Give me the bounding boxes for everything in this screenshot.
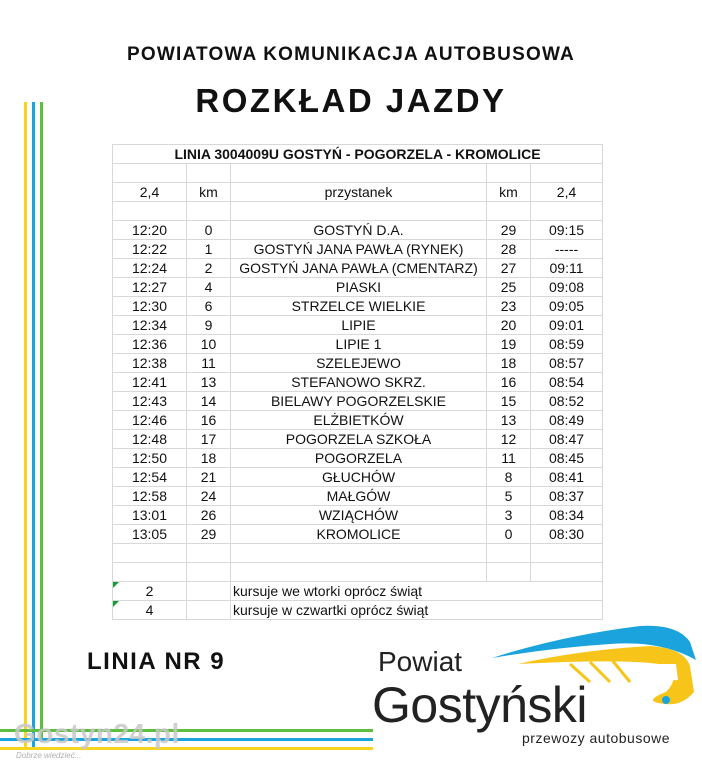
col-header-km-return: km	[487, 183, 531, 202]
km-return: 18	[487, 354, 531, 373]
km-return: 27	[487, 259, 531, 278]
stop-name: PIASKI	[231, 278, 487, 297]
km-out: 18	[187, 449, 231, 468]
stop-name: WZIĄCHÓW	[231, 506, 487, 525]
stripe-green	[40, 102, 43, 742]
page-title: ROZKŁAD JAZDY	[195, 82, 507, 119]
departure-time: 12:38	[113, 354, 187, 373]
line-title-row	[113, 145, 603, 164]
return-time: 08:57	[531, 354, 603, 373]
stop-name: LIPIE 1	[231, 335, 487, 354]
return-time: 08:47	[531, 430, 603, 449]
departure-time: 12:27	[113, 278, 187, 297]
km-return: 25	[487, 278, 531, 297]
departure-time: 13:05	[113, 525, 187, 544]
logo	[372, 620, 702, 760]
note-code-text: 2	[145, 583, 154, 599]
column-header-row	[113, 183, 603, 202]
departure-time: 12:24	[113, 259, 187, 278]
stop-name: KROMOLICE	[231, 525, 487, 544]
stop-name: SZELEJEWO	[231, 354, 487, 373]
km-out: 13	[187, 373, 231, 392]
stop-row	[113, 468, 603, 487]
logo-text-gostynski: Gostyński	[372, 677, 588, 733]
km-return: 16	[487, 373, 531, 392]
note-code	[113, 601, 187, 620]
stop-name: POGORZELA SZKOŁA	[231, 430, 487, 449]
departure-time: 12:34	[113, 316, 187, 335]
stop-row	[113, 240, 603, 259]
km-return: 15	[487, 392, 531, 411]
departure-time: 12:43	[113, 392, 187, 411]
note-code-text: 4	[145, 602, 154, 618]
km-return: 8	[487, 468, 531, 487]
return-time: 09:01	[531, 316, 603, 335]
km-out: 9	[187, 316, 231, 335]
stop-row	[113, 411, 603, 430]
departure-time: 12:36	[113, 335, 187, 354]
stop-row	[113, 449, 603, 468]
note-empty	[187, 582, 231, 601]
km-return: 29	[487, 221, 531, 240]
spacer-row	[113, 563, 603, 582]
stop-name: GOSTYŃ JANA PAWŁA (CMENTARZ)	[231, 259, 487, 278]
line-number: LINIA NR 9	[87, 648, 226, 675]
stop-row	[113, 316, 603, 335]
note-row	[113, 582, 603, 601]
col-header-km: km	[187, 183, 231, 202]
stop-name: ELŻBIETKÓW	[231, 411, 487, 430]
km-out: 2	[187, 259, 231, 278]
departure-time: 12:20	[113, 221, 187, 240]
km-return: 3	[487, 506, 531, 525]
stop-row	[113, 221, 603, 240]
km-return: 5	[487, 487, 531, 506]
stop-name: GŁUCHÓW	[231, 468, 487, 487]
stop-row	[113, 487, 603, 506]
return-time: 09:08	[531, 278, 603, 297]
km-out: 14	[187, 392, 231, 411]
departure-time: 12:22	[113, 240, 187, 259]
return-time: 08:52	[531, 392, 603, 411]
note-empty	[187, 601, 231, 620]
km-out: 21	[187, 468, 231, 487]
return-time: 08:45	[531, 449, 603, 468]
departure-time: 13:01	[113, 506, 187, 525]
spacer-row	[113, 164, 603, 183]
return-time: -----	[531, 240, 603, 259]
col-header-return: 2,4	[531, 183, 603, 202]
stripe-yellow	[24, 102, 27, 750]
stop-name: BIELAWY POGORZELSKIE	[231, 392, 487, 411]
km-out: 16	[187, 411, 231, 430]
km-out: 10	[187, 335, 231, 354]
km-out: 6	[187, 297, 231, 316]
note-text: kursuje we wtorki oprócz świąt	[231, 582, 603, 601]
stop-row	[113, 297, 603, 316]
note-row	[113, 601, 603, 620]
return-time: 09:15	[531, 221, 603, 240]
note-code	[113, 582, 187, 601]
spacer-row	[113, 544, 603, 563]
logo-text-powiat: Powiat	[378, 646, 463, 677]
km-out: 0	[187, 221, 231, 240]
stop-name: POGORZELA	[231, 449, 487, 468]
return-time: 09:11	[531, 259, 603, 278]
km-out: 29	[187, 525, 231, 544]
stop-row	[113, 259, 603, 278]
km-return: 19	[487, 335, 531, 354]
km-return: 0	[487, 525, 531, 544]
organization-heading: POWIATOWA KOMUNIKACJA AUTOBUSOWA	[127, 44, 575, 65]
col-header-departure: 2,4	[113, 183, 187, 202]
km-return: 28	[487, 240, 531, 259]
stop-row	[113, 278, 603, 297]
timetable	[112, 144, 602, 624]
logo-text-subtitle: przewozy autobusowe	[522, 730, 671, 746]
km-out: 4	[187, 278, 231, 297]
km-return: 13	[487, 411, 531, 430]
stop-row	[113, 373, 603, 392]
km-out: 11	[187, 354, 231, 373]
return-time: 08:54	[531, 373, 603, 392]
line-title: LINIA 3004009U GOSTYŃ - POGORZELA - KROMOLICE	[113, 145, 603, 164]
stop-row	[113, 525, 603, 544]
stop-name: GOSTYŃ D.A.	[231, 221, 487, 240]
stop-row	[113, 335, 603, 354]
departure-time: 12:58	[113, 487, 187, 506]
departure-time: 12:48	[113, 430, 187, 449]
watermark-tagline: Dobrze wiedzieć...	[16, 751, 82, 760]
km-out: 26	[187, 506, 231, 525]
comment-marker-icon	[113, 601, 119, 607]
comment-marker-icon	[113, 582, 119, 588]
stop-row	[113, 354, 603, 373]
stop-name: LIPIE	[231, 316, 487, 335]
return-time: 08:34	[531, 506, 603, 525]
departure-time: 12:46	[113, 411, 187, 430]
km-out: 17	[187, 430, 231, 449]
departure-time: 12:41	[113, 373, 187, 392]
stop-row	[113, 506, 603, 525]
departure-time: 12:54	[113, 468, 187, 487]
stop-row	[113, 430, 603, 449]
stripe-blue	[32, 102, 35, 750]
watermark: Gostyn24.pl	[14, 718, 180, 749]
return-time: 08:37	[531, 487, 603, 506]
spacer-row	[113, 202, 603, 221]
stop-name: MAŁGÓW	[231, 487, 487, 506]
return-time: 08:41	[531, 468, 603, 487]
note-text: kursuje w czwartki oprócz świąt	[231, 601, 603, 620]
stop-name: STRZELCE WIELKIE	[231, 297, 487, 316]
departure-time: 12:50	[113, 449, 187, 468]
stop-row	[113, 392, 603, 411]
return-time: 08:49	[531, 411, 603, 430]
km-out: 24	[187, 487, 231, 506]
timetable-grid	[112, 144, 603, 620]
km-out: 1	[187, 240, 231, 259]
return-time: 08:30	[531, 525, 603, 544]
return-time: 08:59	[531, 335, 603, 354]
km-return: 12	[487, 430, 531, 449]
stop-name: STEFANOWO SKRZ.	[231, 373, 487, 392]
km-return: 20	[487, 316, 531, 335]
km-return: 11	[487, 449, 531, 468]
return-time: 09:05	[531, 297, 603, 316]
km-return: 23	[487, 297, 531, 316]
col-header-stop: przystanek	[231, 183, 487, 202]
departure-time: 12:30	[113, 297, 187, 316]
stop-name: GOSTYŃ JANA PAWŁA (RYNEK)	[231, 240, 487, 259]
